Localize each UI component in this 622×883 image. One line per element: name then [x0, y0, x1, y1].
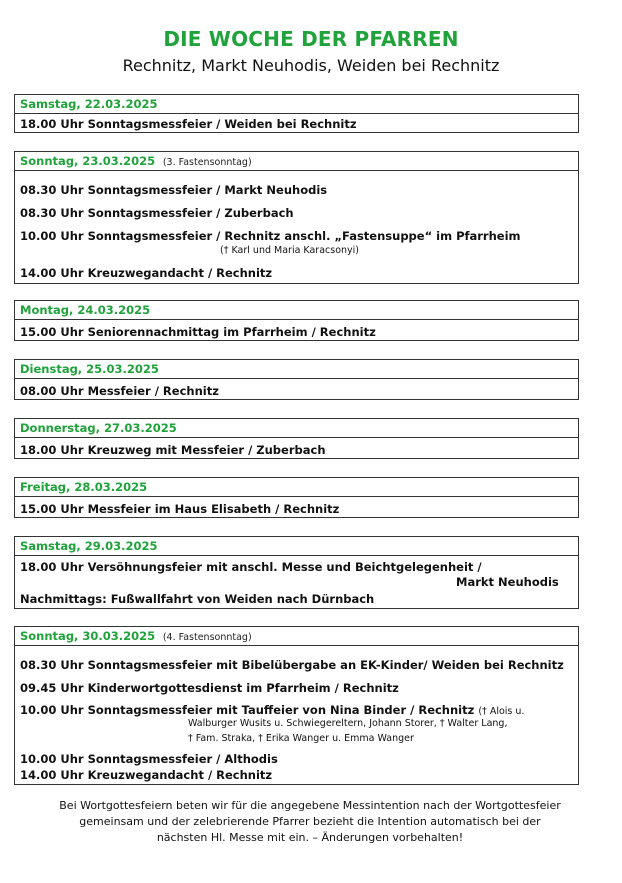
day-divider: [15, 437, 578, 438]
day-box-monday-24: [14, 300, 579, 341]
event-line: 10.00 Uhr Sonntagsmessfeier / Althodis: [20, 752, 278, 766]
event-line: 08.00 Uhr Messfeier / Rechnitz: [20, 384, 219, 398]
day-date: Samstag, 29.03.2025: [20, 539, 158, 553]
day-note: (3. Fastensonntag): [162, 157, 252, 168]
day-date: Sonntag, 30.03.2025: [20, 629, 156, 643]
event-line: 08.30 Uhr Sonntagsmessfeier / Markt Neuhodis: [20, 183, 328, 197]
day-divider: [15, 378, 578, 379]
event-intention-inline: († Alois u.: [478, 706, 525, 717]
day-header: [20, 154, 252, 168]
footer-line: gemeinsam und der zelebrierende Pfarrer bezieht die Intention automatisch bei der: [79, 815, 541, 828]
event-line: 08.30 Uhr Sonntagsmessfeier mit Bibelübergabe an EK-Kinder/ Weiden bei Rechnitz: [20, 658, 564, 672]
day-header: [20, 480, 147, 494]
event-line: 14.00 Uhr Kreuzwegandacht / Rechnitz: [20, 266, 273, 280]
day-date: Sonntag, 23.03.2025: [20, 154, 156, 168]
day-box-sunday-30: [14, 626, 579, 785]
day-header: [20, 303, 150, 317]
event-line: 18.00 Uhr Kreuzweg mit Messfeier / Zuberbach: [20, 443, 326, 457]
day-header: [20, 421, 177, 435]
event-line: [20, 703, 524, 717]
day-date: Samstag, 22.03.2025: [20, 97, 158, 111]
event-intention: († Karl und Maria Karacsonyi): [220, 245, 360, 256]
day-box-sunday-23: [14, 151, 579, 284]
day-date: Freitag, 28.03.2025: [20, 480, 148, 494]
page-subtitle: Rechnitz, Markt Neuhodis, Weiden bei Rechnitz: [122, 56, 500, 75]
event-text: 10.00 Uhr Sonntagsmessfeier mit Tauffeier von Nina Binder / Rechnitz: [20, 703, 475, 717]
day-box-saturday-29: [14, 536, 579, 609]
day-date: Donnerstag, 27.03.2025: [20, 421, 177, 435]
event-line: 14.00 Uhr Kreuzwegandacht / Rechnitz: [20, 768, 273, 782]
day-header: [20, 97, 157, 111]
footer-line: nächsten Hl. Messe mit ein. – Änderungen vorbehalten!: [156, 831, 464, 844]
day-box-tuesday-25: [14, 359, 579, 400]
day-divider: [15, 645, 578, 646]
day-header: [20, 629, 252, 643]
event-line: 15.00 Uhr Seniorennachmittag im Pfarrheim / Rechnitz: [20, 325, 376, 339]
day-header: [20, 539, 157, 553]
event-intention: Walburger Wusits u. Schwiegereltern, Johann Storer, † Walter Lang,: [188, 718, 508, 729]
footer-note: [30, 798, 590, 846]
day-box-friday-28: [14, 477, 579, 518]
day-box-saturday-22: [14, 94, 579, 133]
event-line: 08.30 Uhr Sonntagsmessfeier / Zuberbach: [20, 206, 294, 220]
day-date: Dienstag, 25.03.2025: [20, 362, 159, 376]
day-divider: [15, 319, 578, 320]
event-intention: † Fam. Straka, † Erika Wanger u. Emma Wanger: [188, 733, 414, 744]
event-line: 18.00 Uhr Sonntagsmessfeier / Weiden bei Rechnitz: [20, 117, 357, 131]
event-line: Nachmittags: Fußwallfahrt von Weiden nach Dürnbach: [20, 592, 375, 606]
day-divider: [15, 496, 578, 497]
event-line: 18.00 Uhr Versöhnungsfeier mit anschl. Messe und Beichtgelegenheit /: [20, 560, 482, 574]
day-divider: [15, 555, 578, 556]
day-header: [20, 362, 159, 376]
event-line: 10.00 Uhr Sonntagsmessfeier / Rechnitz anschl. „Fastensuppe“ im Pfarrheim: [20, 229, 521, 243]
event-line: 15.00 Uhr Messfeier im Haus Elisabeth / Rechnitz: [20, 502, 340, 516]
day-box-thursday-27: [14, 418, 579, 459]
footer-line: Bei Wortgottesfeiern beten wir für die angegebene Messintention nach der Wortgottesfeier: [59, 799, 561, 812]
day-note: (4. Fastensonntag): [162, 632, 252, 643]
day-date: Montag, 24.03.2025: [20, 303, 151, 317]
event-continuation: Markt Neuhodis: [456, 575, 559, 589]
day-divider: [15, 170, 578, 171]
day-divider: [15, 113, 578, 114]
event-line: 09.45 Uhr Kinderwortgottesdienst im Pfarrheim / Rechnitz: [20, 681, 399, 695]
page-title: DIE WOCHE DER PFARREN: [163, 27, 459, 51]
